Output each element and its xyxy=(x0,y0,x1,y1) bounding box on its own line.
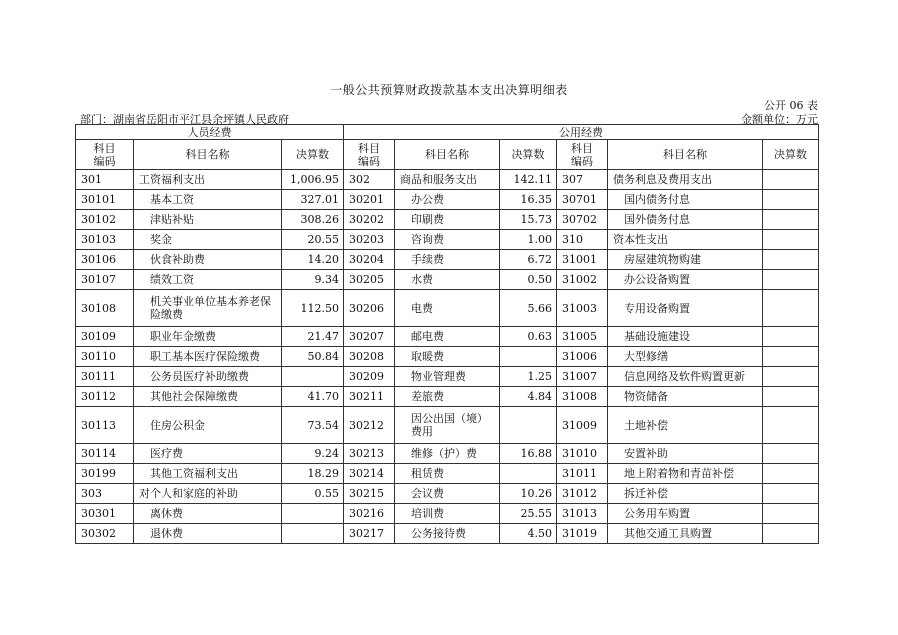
header-name: 科目名称 xyxy=(395,140,500,170)
amount-cell: 4.50 xyxy=(500,524,557,544)
name-cell: 住房公积金 xyxy=(134,407,282,444)
name-cell: 租赁费 xyxy=(395,464,500,484)
name-cell: 职业年金缴费 xyxy=(134,327,282,347)
name-cell: 差旅费 xyxy=(395,387,500,407)
name-cell: 基础设施建设 xyxy=(608,327,763,347)
name-cell: 伙食补助费 xyxy=(134,250,282,270)
amount-cell xyxy=(282,504,344,524)
code-cell: 301 xyxy=(76,170,134,190)
header-code: 科目 编码 xyxy=(76,140,134,170)
group-header-row xyxy=(76,125,819,140)
amount-cell: 112.50 xyxy=(282,290,344,327)
code-cell: 30206 xyxy=(344,290,395,327)
code-cell: 30209 xyxy=(344,367,395,387)
name-cell: 安置补助 xyxy=(608,444,763,464)
code-cell: 30216 xyxy=(344,504,395,524)
amount-cell: 0.50 xyxy=(500,270,557,290)
code-cell: 30702 xyxy=(557,210,608,230)
code-cell: 30211 xyxy=(344,387,395,407)
name-cell: 取暖费 xyxy=(395,347,500,367)
amount-cell xyxy=(500,347,557,367)
amount-cell xyxy=(763,230,819,250)
name-cell: 基本工资 xyxy=(134,190,282,210)
amount-cell xyxy=(763,250,819,270)
amount-cell: 73.54 xyxy=(282,407,344,444)
amount-cell xyxy=(763,504,819,524)
name-cell: 公务用车购置 xyxy=(608,504,763,524)
amount-cell xyxy=(763,290,819,327)
code-cell: 30103 xyxy=(76,230,134,250)
code-cell: 31019 xyxy=(557,524,608,544)
name-cell: 水费 xyxy=(395,270,500,290)
amount-cell xyxy=(282,367,344,387)
page-title: 一般公共预算财政拨款基本支出决算明细表 xyxy=(330,83,568,97)
header-amount: 决算数 xyxy=(500,140,557,170)
amount-cell: 9.34 xyxy=(282,270,344,290)
name-cell: 房屋建筑物购建 xyxy=(608,250,763,270)
name-cell: 拆迁补偿 xyxy=(608,484,763,504)
department-label: 部门：湖南省岳阳市平江县余坪镇人民政府 xyxy=(80,113,289,126)
unit-label: 金额单位：万元 xyxy=(741,113,818,126)
header-amount: 决算数 xyxy=(282,140,344,170)
amount-cell: 0.63 xyxy=(500,327,557,347)
header-amount: 决算数 xyxy=(763,140,819,170)
code-cell: 30215 xyxy=(344,484,395,504)
table-row xyxy=(76,230,819,250)
name-cell: 专用设备购置 xyxy=(608,290,763,327)
name-cell: 培训费 xyxy=(395,504,500,524)
code-cell: 31006 xyxy=(557,347,608,367)
code-cell: 30108 xyxy=(76,290,134,327)
name-cell: 津贴补贴 xyxy=(134,210,282,230)
amount-cell xyxy=(763,210,819,230)
amount-cell xyxy=(763,347,819,367)
code-cell: 30101 xyxy=(76,190,134,210)
name-cell: 咨询费 xyxy=(395,230,500,250)
code-cell: 30701 xyxy=(557,190,608,210)
table-row xyxy=(76,407,819,444)
amount-cell: 16.88 xyxy=(500,444,557,464)
name-cell: 国内债务付息 xyxy=(608,190,763,210)
group-public: 公用经费 xyxy=(344,125,819,140)
code-cell: 302 xyxy=(344,170,395,190)
amount-cell xyxy=(282,524,344,544)
name-cell: 物资储备 xyxy=(608,387,763,407)
table-row xyxy=(76,210,819,230)
name-cell: 债务利息及费用支出 xyxy=(608,170,763,190)
name-cell: 大型修缮 xyxy=(608,347,763,367)
code-cell: 31008 xyxy=(557,387,608,407)
amount-cell: 142.11 xyxy=(500,170,557,190)
table-row xyxy=(76,464,819,484)
code-cell: 30212 xyxy=(344,407,395,444)
amount-cell: 308.26 xyxy=(282,210,344,230)
code-cell: 30114 xyxy=(76,444,134,464)
code-cell: 30107 xyxy=(76,270,134,290)
code-cell: 31005 xyxy=(557,327,608,347)
name-cell: 医疗费 xyxy=(134,444,282,464)
amount-cell xyxy=(763,407,819,444)
group-personnel: 人员经费 xyxy=(76,125,344,140)
amount-cell: 16.35 xyxy=(500,190,557,210)
table-row xyxy=(76,444,819,464)
name-cell: 印刷费 xyxy=(395,210,500,230)
code-cell: 31011 xyxy=(557,464,608,484)
name-cell: 退休费 xyxy=(134,524,282,544)
table-row xyxy=(76,347,819,367)
code-cell: 30110 xyxy=(76,347,134,367)
code-cell: 30205 xyxy=(344,270,395,290)
table-row xyxy=(76,170,819,190)
amount-cell xyxy=(763,170,819,190)
name-cell: 邮电费 xyxy=(395,327,500,347)
expenditure-table xyxy=(75,124,819,544)
header-code: 科目 编码 xyxy=(557,140,608,170)
amount-cell: 6.72 xyxy=(500,250,557,270)
table-row xyxy=(76,290,819,327)
amount-cell: 1.00 xyxy=(500,230,557,250)
amount-cell: 20.55 xyxy=(282,230,344,250)
table-code: 公开 06 表 xyxy=(764,99,818,112)
code-cell: 30208 xyxy=(344,347,395,367)
amount-cell xyxy=(500,407,557,444)
code-cell: 30213 xyxy=(344,444,395,464)
name-cell: 国外债务付息 xyxy=(608,210,763,230)
table-row xyxy=(76,387,819,407)
name-cell: 办公费 xyxy=(395,190,500,210)
code-cell: 30202 xyxy=(344,210,395,230)
code-cell: 31001 xyxy=(557,250,608,270)
amount-cell: 1.25 xyxy=(500,367,557,387)
code-cell: 30301 xyxy=(76,504,134,524)
name-cell: 工资福利支出 xyxy=(134,170,282,190)
amount-cell xyxy=(763,524,819,544)
code-cell: 30102 xyxy=(76,210,134,230)
amount-cell: 327.01 xyxy=(282,190,344,210)
code-cell: 30203 xyxy=(344,230,395,250)
amount-cell xyxy=(763,367,819,387)
code-cell: 30214 xyxy=(344,464,395,484)
name-cell: 奖金 xyxy=(134,230,282,250)
amount-cell: 15.73 xyxy=(500,210,557,230)
amount-cell: 9.24 xyxy=(282,444,344,464)
table-row xyxy=(76,250,819,270)
table-row xyxy=(76,484,819,504)
code-cell: 31007 xyxy=(557,367,608,387)
header-name: 科目名称 xyxy=(134,140,282,170)
code-cell: 31013 xyxy=(557,504,608,524)
code-cell: 31002 xyxy=(557,270,608,290)
table-row xyxy=(76,327,819,347)
code-cell: 31012 xyxy=(557,484,608,504)
name-cell: 物业管理费 xyxy=(395,367,500,387)
code-cell: 310 xyxy=(557,230,608,250)
amount-cell xyxy=(763,190,819,210)
name-cell: 地上附着物和青苗补偿 xyxy=(608,464,763,484)
name-cell: 其他工资福利支出 xyxy=(134,464,282,484)
code-cell: 31009 xyxy=(557,407,608,444)
code-cell: 30199 xyxy=(76,464,134,484)
table-row xyxy=(76,524,819,544)
name-cell: 职工基本医疗保险缴费 xyxy=(134,347,282,367)
code-cell: 30106 xyxy=(76,250,134,270)
amount-cell: 25.55 xyxy=(500,504,557,524)
code-cell: 30302 xyxy=(76,524,134,544)
name-cell: 资本性支出 xyxy=(608,230,763,250)
code-cell: 31010 xyxy=(557,444,608,464)
code-cell: 30204 xyxy=(344,250,395,270)
amount-cell xyxy=(763,270,819,290)
code-cell: 31003 xyxy=(557,290,608,327)
name-cell: 绩效工资 xyxy=(134,270,282,290)
name-cell: 会议费 xyxy=(395,484,500,504)
code-cell: 30109 xyxy=(76,327,134,347)
code-cell: 303 xyxy=(76,484,134,504)
name-cell: 商品和服务支出 xyxy=(395,170,500,190)
amount-cell xyxy=(763,387,819,407)
amount-cell: 21.47 xyxy=(282,327,344,347)
amount-cell: 41.70 xyxy=(282,387,344,407)
amount-cell xyxy=(763,484,819,504)
amount-cell xyxy=(763,464,819,484)
amount-cell: 14.20 xyxy=(282,250,344,270)
table-row xyxy=(76,367,819,387)
name-cell: 其他交通工具购置 xyxy=(608,524,763,544)
name-cell: 因公出国（境）费用 xyxy=(395,407,500,444)
name-cell: 公务接待费 xyxy=(395,524,500,544)
name-cell: 机关事业单位基本养老保险缴费 xyxy=(134,290,282,327)
column-header-row xyxy=(76,140,819,170)
name-cell: 办公设备购置 xyxy=(608,270,763,290)
name-cell: 土地补偿 xyxy=(608,407,763,444)
name-cell: 对个人和家庭的补助 xyxy=(134,484,282,504)
code-cell: 30201 xyxy=(344,190,395,210)
code-cell: 30112 xyxy=(76,387,134,407)
name-cell: 公务员医疗补助缴费 xyxy=(134,367,282,387)
header-name: 科目名称 xyxy=(608,140,763,170)
name-cell: 手续费 xyxy=(395,250,500,270)
code-cell: 30113 xyxy=(76,407,134,444)
table-row xyxy=(76,190,819,210)
amount-cell: 10.26 xyxy=(500,484,557,504)
amount-cell: 4.84 xyxy=(500,387,557,407)
name-cell: 离休费 xyxy=(134,504,282,524)
code-cell: 307 xyxy=(557,170,608,190)
code-cell: 30111 xyxy=(76,367,134,387)
header-code: 科目 编码 xyxy=(344,140,395,170)
name-cell: 维修（护）费 xyxy=(395,444,500,464)
code-cell: 30217 xyxy=(344,524,395,544)
amount-cell: 18.29 xyxy=(282,464,344,484)
amount-cell xyxy=(500,464,557,484)
name-cell: 信息网络及软件购置更新 xyxy=(608,367,763,387)
table-row xyxy=(76,270,819,290)
amount-cell: 5.66 xyxy=(500,290,557,327)
name-cell: 电费 xyxy=(395,290,500,327)
amount-cell: 1,006.95 xyxy=(282,170,344,190)
amount-cell xyxy=(763,444,819,464)
amount-cell: 50.84 xyxy=(282,347,344,367)
amount-cell: 0.55 xyxy=(282,484,344,504)
amount-cell xyxy=(763,327,819,347)
code-cell: 30207 xyxy=(344,327,395,347)
table-row xyxy=(76,504,819,524)
name-cell: 其他社会保障缴费 xyxy=(134,387,282,407)
